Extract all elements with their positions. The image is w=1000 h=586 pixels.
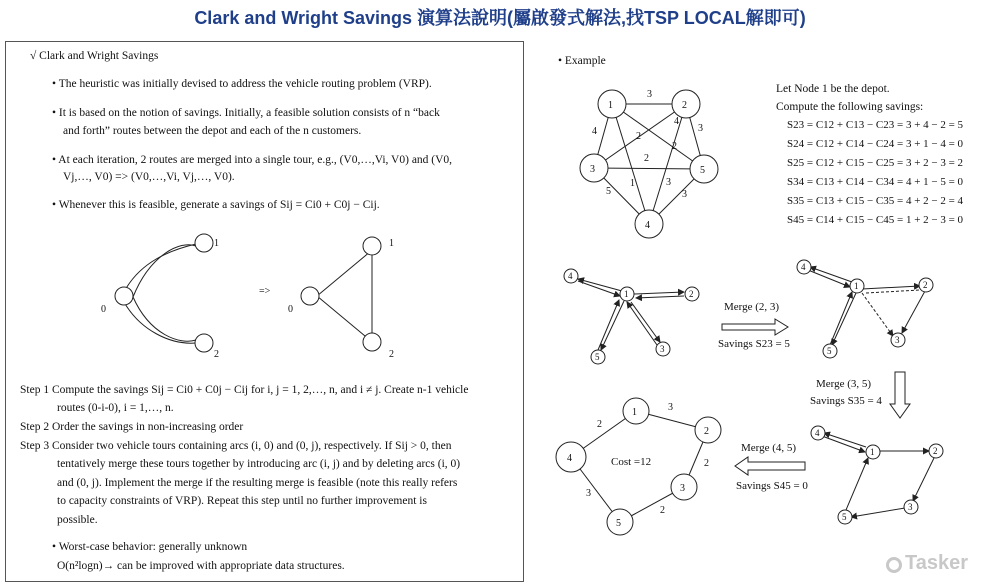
node-label: 4 — [568, 271, 573, 281]
cost-label: Cost =12 — [611, 456, 652, 468]
example-label: • Example — [558, 55, 606, 67]
edge-label: 2 — [672, 141, 677, 152]
edge-label: 2 — [660, 505, 665, 516]
bullet-text: Vj,…, V0) => (V0,…,Vi, Vj,…, V0). — [63, 171, 235, 183]
page-title: Clark and Wright Savings 演算法說明(屬啟發式解法,找TSP LOCAL解即可) — [194, 8, 806, 28]
edge-label: 4 — [592, 126, 597, 137]
merge-label: Merge (4, 5) — [741, 442, 797, 454]
node-label: 5 — [616, 518, 621, 529]
node-label: 1 — [608, 100, 613, 111]
node-label: 2 — [704, 426, 709, 437]
node-label: 1 — [389, 238, 394, 249]
savings-equation: S24 = C12 + C14 − C24 = 3 + 1 − 4 = 0 — [787, 138, 964, 150]
edge-label: 2 — [644, 153, 649, 164]
node-label: 4 — [815, 428, 820, 438]
savings-equation: S35 = C13 + C15 − C35 = 4 + 2 − 2 = 4 — [787, 195, 964, 207]
node-label: 2 — [682, 100, 687, 111]
merge-savings: Savings S35 = 4 — [810, 395, 882, 407]
node-label: 1 — [214, 238, 219, 249]
edge-label: 2 — [597, 419, 602, 430]
node-label: 2 — [933, 446, 938, 456]
node-label: 2 — [923, 280, 928, 290]
savings-equation: S25 = C12 + C15 − C25 = 3 + 2 − 3 = 2 — [787, 157, 964, 169]
edge-label: 2 — [636, 131, 641, 142]
merge-savings: Savings S23 = 5 — [718, 338, 790, 350]
step-text: Step 3 Consider two vehicle tours containing arcs (i, 0) and (0, j), respectively. If Sij > 0, then — [20, 440, 452, 452]
node-label: 3 — [895, 335, 900, 345]
step-text: Step 2 Order the savings in non-increasing order — [20, 421, 244, 433]
node-label: 1 — [854, 281, 859, 291]
bullet-text: • Whenever this is feasible, generate a savings of Sij = Ci0 + C0j − Cij. — [52, 199, 380, 211]
watermark-text: Tasker — [905, 552, 969, 574]
node-label: 3 — [660, 344, 665, 354]
bullet-text: and forth” routes between the depot and each of the n customers. — [63, 125, 362, 137]
node-label: 2 — [689, 289, 694, 299]
node-label: 3 — [908, 502, 913, 512]
step-text: possible. — [57, 514, 98, 526]
bullet-text: • The heuristic was initially devised to address the vehicle routing problem (VRP). — [52, 78, 432, 90]
savings-equation: S45 = C14 + C15 − C45 = 1 + 2 − 3 = 0 — [787, 214, 964, 226]
node-label: 5 — [842, 512, 847, 522]
node-label: 4 — [645, 220, 650, 231]
node-label: 3 — [680, 483, 685, 494]
bullet-text: • At each iteration, 2 routes are merged into a single tour, e.g., (V0,…,Vi, V0) and (V0, — [52, 154, 453, 166]
step-text: routes (0-i-0), i = 1,…, n. — [57, 402, 174, 414]
node-label: 5 — [595, 352, 600, 362]
edge-label: 3 — [698, 123, 703, 134]
node-label: 1 — [624, 289, 629, 299]
node-2 — [195, 334, 213, 352]
node-0 — [115, 287, 133, 305]
edge-label: 3 — [586, 488, 591, 499]
node-label: 4 — [567, 453, 572, 464]
merge-23-diagram — [808, 267, 925, 345]
merge-arrow-right — [722, 319, 788, 335]
node-label: 0 — [288, 304, 293, 315]
route-diagram-before — [115, 234, 213, 352]
edge-label: 4 — [674, 116, 679, 127]
node-label: 2 — [389, 349, 394, 360]
merge-arrow-left — [735, 457, 805, 475]
node-label: 2 — [214, 349, 219, 360]
savings-equation: S34 = C13 + C14 − C34 = 4 + 1 − 5 = 0 — [787, 176, 964, 188]
step-text: and (0, j). Implement the merge if the resulting merge is feasible (note this really refers — [57, 477, 458, 489]
merge-label: Merge (2, 3) — [724, 301, 780, 313]
step-text: tentatively merge these tours together by introducing arc (i, j) and by deleting arcs (i, 0) — [57, 458, 461, 470]
transform-arrow: => — [259, 286, 271, 297]
savings-equation: S23 = C12 + C13 − C23 = 3 + 4 − 2 = 5 — [787, 119, 964, 131]
route-diagram-after — [301, 237, 381, 351]
edge-label: 3 — [666, 177, 671, 188]
edge-label: 3 — [647, 89, 652, 100]
edge-label: 1 — [630, 178, 635, 189]
node-label: 4 — [801, 262, 806, 272]
deleted-arc — [862, 293, 893, 336]
node-label: 1 — [870, 447, 875, 457]
node-1 — [195, 234, 213, 252]
node-label: 1 — [632, 407, 637, 418]
example-graph — [580, 90, 718, 238]
node-label: 3 — [590, 164, 595, 175]
merge-savings: Savings S45 = 0 — [736, 480, 808, 492]
edge-label: 3 — [668, 402, 673, 413]
step-text: Step 1 Compute the savings Sij = Ci0 + C0j − Cij for i, j = 1, 2,…, n, and i ≠ j. Create n-1 vehicle — [20, 384, 469, 396]
intro-text: Let Node 1 be the depot. — [776, 83, 890, 95]
edge-label: 2 — [704, 458, 709, 469]
edge-label: 5 — [606, 186, 611, 197]
node-label: 5 — [700, 165, 705, 176]
node-label: 5 — [827, 346, 832, 356]
intro-text: Compute the following savings: — [776, 101, 924, 113]
complexity-text: O(n²logn)→ can be improved with appropriate data structures. — [57, 560, 345, 572]
step-text: to capacity constraints of VRP). Repeat this step until no further improvement is — [57, 495, 427, 507]
merge-label: Merge (3, 5) — [816, 378, 872, 390]
section-heading: √ Clark and Wright Savings — [30, 50, 159, 62]
merge-arrow-down — [890, 372, 910, 418]
bullet-text: • It is based on the notion of savings. Initially, a feasible solution consists of n “back — [52, 107, 440, 119]
worst-case-text: • Worst-case behavior: generally unknown — [52, 541, 248, 553]
deleted-arc — [866, 290, 920, 293]
edge-label: 3 — [682, 189, 687, 200]
node-label: 0 — [101, 304, 106, 315]
